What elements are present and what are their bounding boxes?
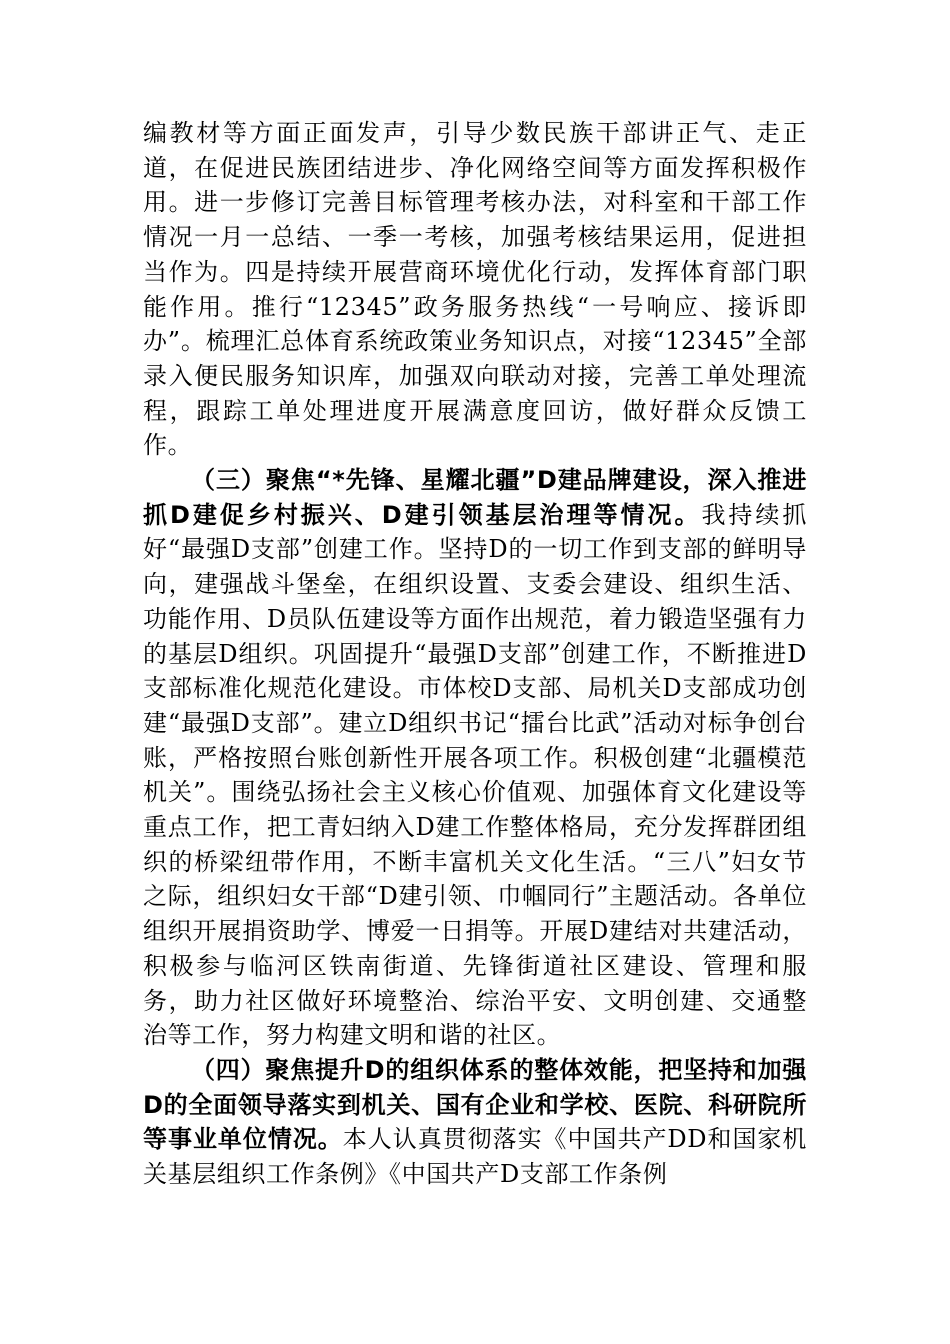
paragraph-section-three xyxy=(143,463,807,1053)
section-three-heading: （三）聚焦“*先锋、星耀北疆”D建品牌建设，深入推进抓D建促乡村振兴、D建引领基层治理等情况。 xyxy=(143,466,807,529)
paragraph-body: 我持续抓好“最强D支部”创建工作。坚持D的一切工作到支部的鲜明导向，建强战斗堡垒，在组织设置、支委会建设、组织生活、功能作用、D员队伍建设等方面作出规范，着力锻造坚强有力的基层D组织。巩固提升“最强D支部”创建工作，不断推进D支部标准化规范化建设。市体校D支部、局机关D支部成功创建“最强D支部”。建立D组织书记“擂台比武”活动对标争创台账，严格按照台账创新性开展各项工作。积极创建“北疆模范机关”。围绕弘扬社会主义核心价值观、加强体育文化建设等重点工作，把工青妇纳入D建工作整体格局，充分发挥群团组织的桥梁纽带作用，不断丰富机关文化生活。“三八”妇女节之际，组织妇女干部“D建引领、巾帼同行”主题活动。各单位组织开展捐资助学、博爱一日捐等。开展D建结对共建活动，积极参与临河区铁南街道、先锋街道社区建设、管理和服务，助力社区做好环境整治、综治平安、文明创建、交通整治等工作，努力构建文明和谐的社区。 xyxy=(143,500,807,1050)
paragraph-body: 本人认真贯彻落实《中国共产DD和国家机关基层组织工作条例》《中国共产D支部工作条例 xyxy=(143,1125,807,1189)
document-body xyxy=(143,116,807,1192)
paragraph-body: 编教材等方面正面发声，引导少数民族干部讲正气、走正道，在促进民族团结进步、净化网络空间等方面发挥积极作用。进一步修订完善目标管理考核办法，对科室和干部工作情况一月一总结、一季一考核，加强考核结果运用，促进担当作为。四是持续开展营商环境优化行动，发挥体育部门职能作用。推行“12345”政务服务热线“一号响应、接诉即办”。梳理汇总体育系统政策业务知识点，对接“12345”全部录入便民服务知识库，加强双向联动对接，完善工单处理流程，跟踪工单处理进度开展满意度回访，做好群众反馈工作。 xyxy=(143,119,807,460)
section-four-heading: （四）聚焦提升D的组织体系的整体效能，把坚持和加强D的全面领导落实到机关、国有企业和学校、医院、科研院所等事业单位情况。 xyxy=(143,1055,807,1154)
paragraph-continuation xyxy=(143,116,807,463)
paragraph-section-four xyxy=(143,1053,807,1192)
